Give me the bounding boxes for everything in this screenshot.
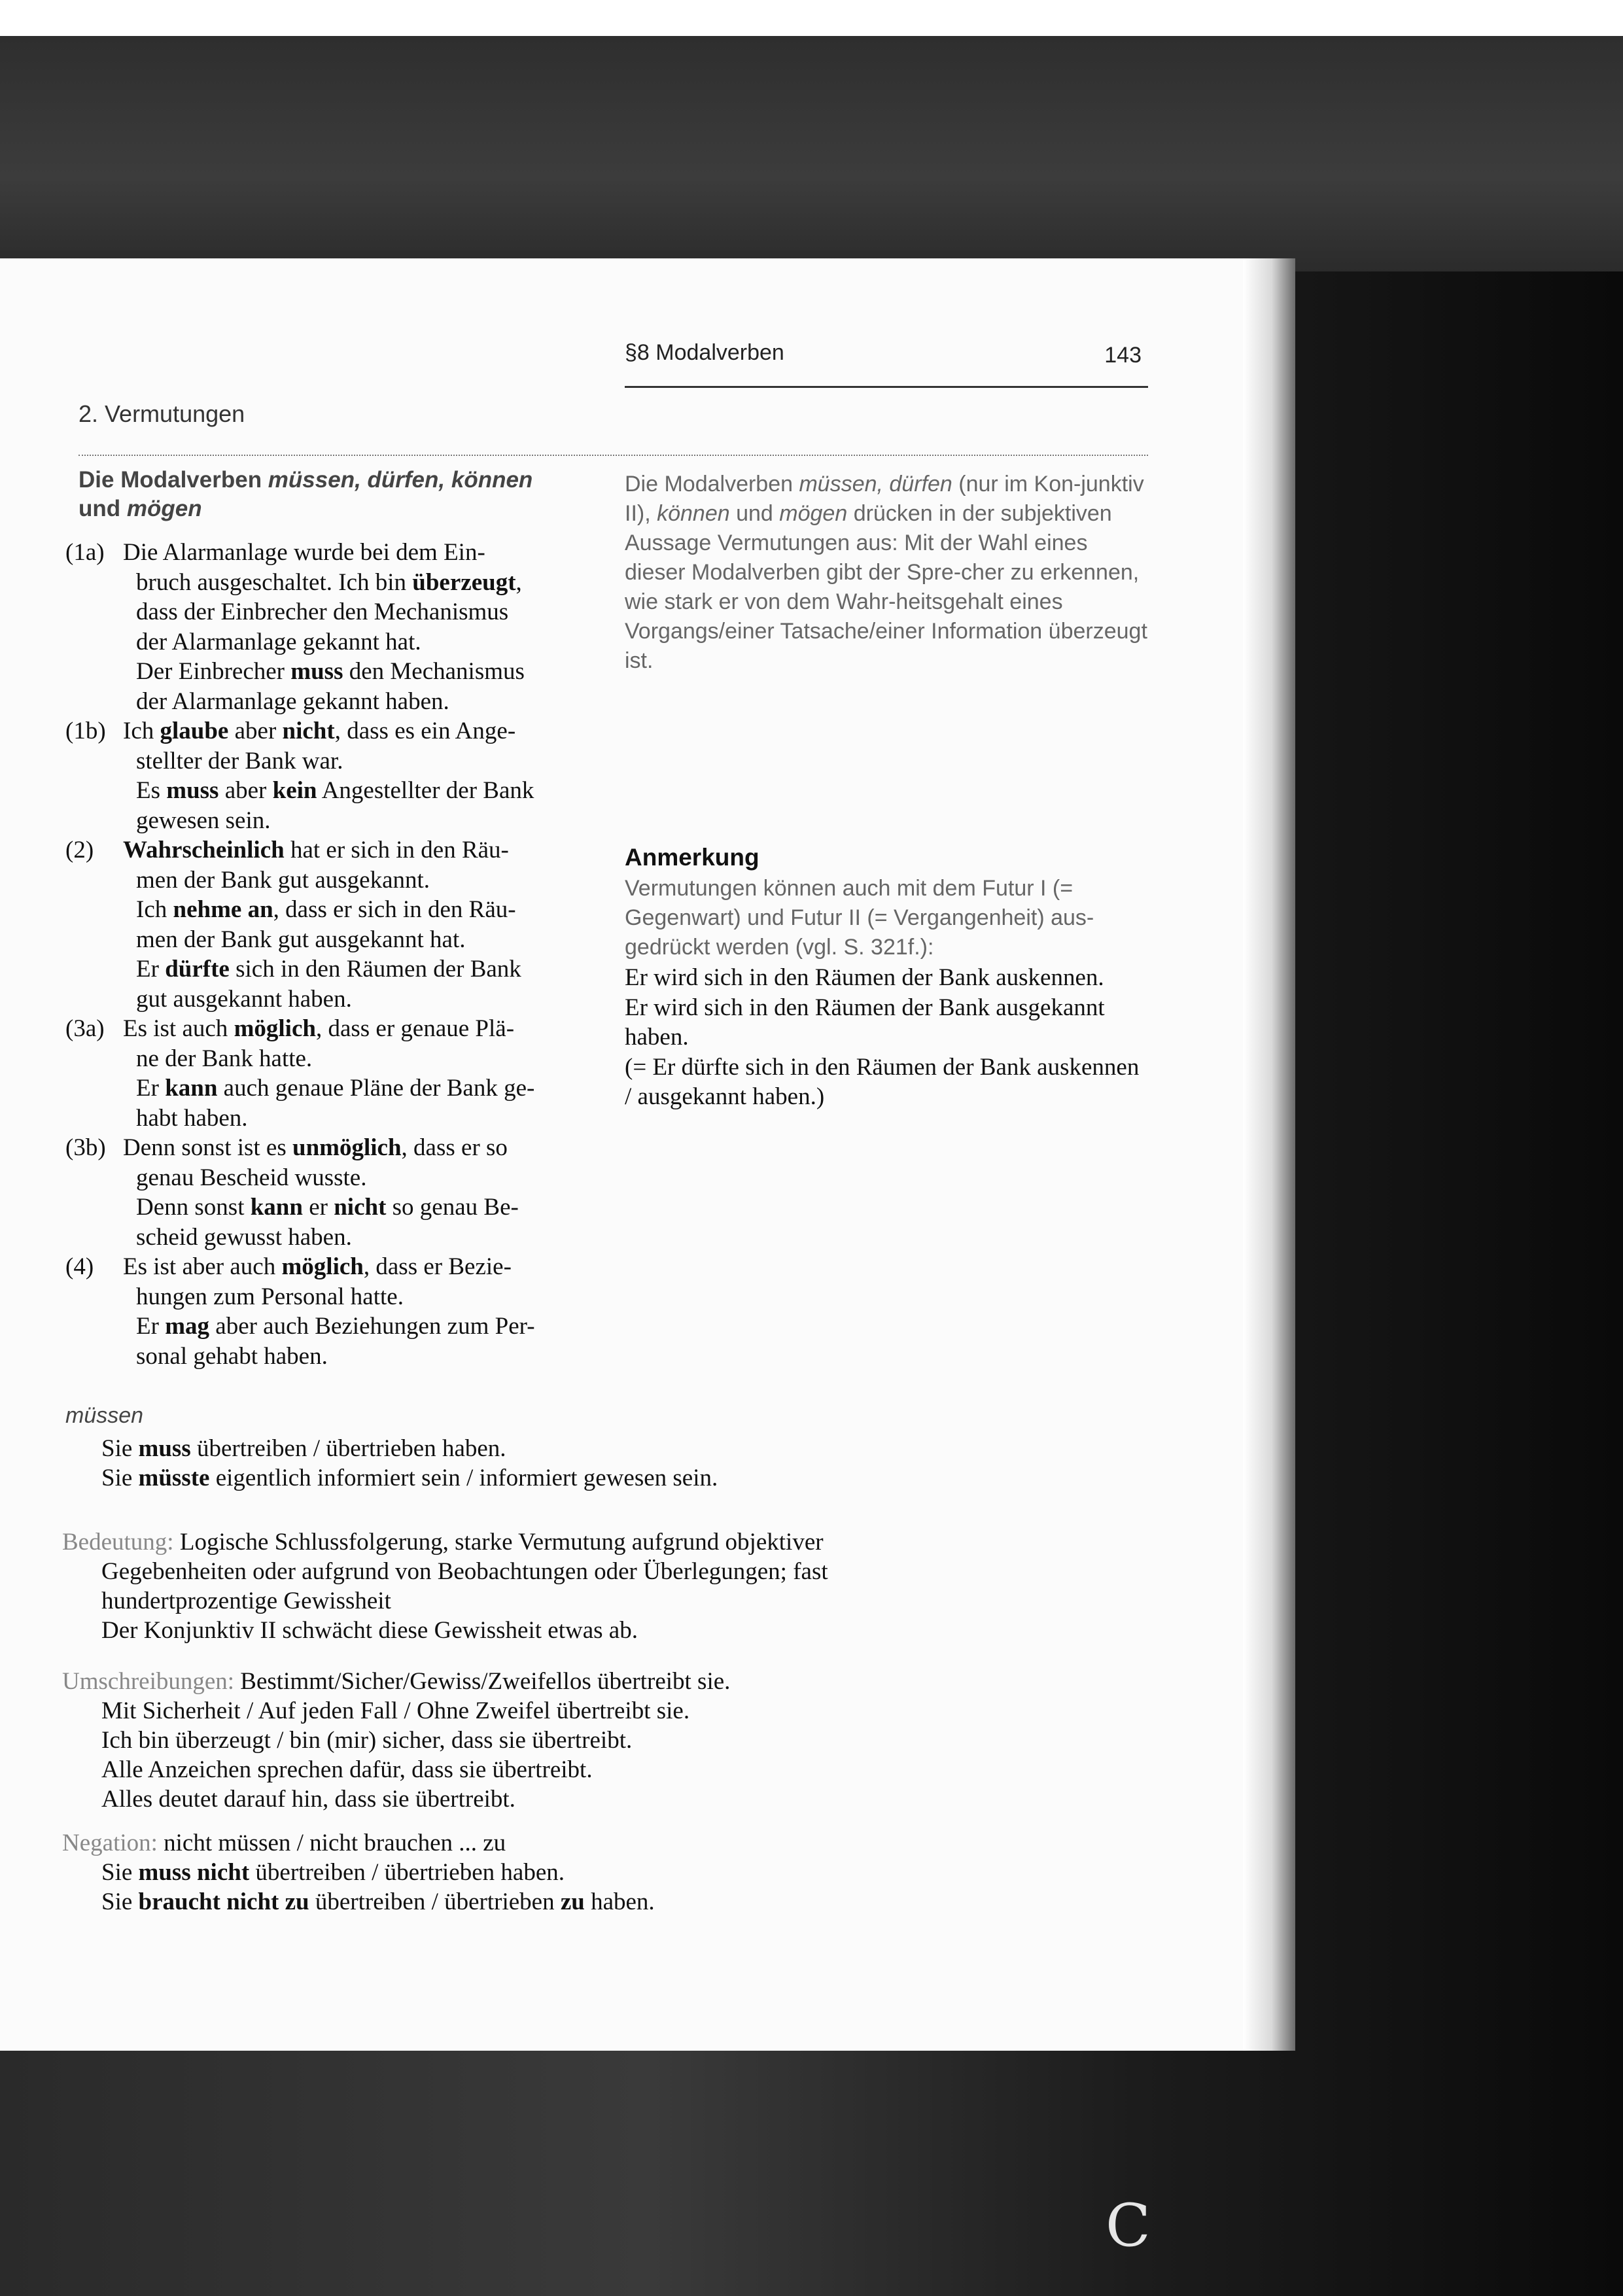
text-segment: den Mechanismus bbox=[343, 658, 525, 685]
text-line bbox=[123, 1104, 602, 1134]
text-segment: , dass er genaue Plä- bbox=[315, 1015, 515, 1042]
text-segment: , dass er Bezie- bbox=[363, 1253, 512, 1280]
intro-verb: müssen, dürfen bbox=[799, 472, 952, 496]
umschreibungen-line: Alle Anzeichen sprechen dafür, dass sie übertreibt. bbox=[101, 1756, 593, 1783]
text-segment: er bbox=[302, 1194, 334, 1221]
negation-first: nicht müssen / nicht brauchen ... zu bbox=[157, 1830, 506, 1856]
bold-term: dürfte bbox=[165, 956, 230, 983]
bold-term: überzeugt bbox=[412, 568, 516, 596]
text-line bbox=[123, 1223, 602, 1253]
intro-part: (nur im Kon-junktiv II), bbox=[625, 472, 1144, 526]
text-segment: Es bbox=[136, 777, 167, 804]
text-line bbox=[123, 597, 602, 627]
example-list bbox=[65, 538, 602, 1371]
text-segment: , dass er so bbox=[401, 1134, 508, 1161]
text-segment: hungen zum Personal hatte. bbox=[136, 1283, 404, 1310]
text-segment: übertreiben / übertrieben bbox=[309, 1888, 561, 1915]
bold-term: möglich bbox=[234, 1015, 316, 1042]
text-line bbox=[123, 1073, 602, 1104]
text-segment: Sie bbox=[101, 1435, 139, 1462]
text-line bbox=[62, 1434, 1109, 1463]
text-segment: stellter der Bank war. bbox=[136, 747, 343, 774]
text-segment: habt haben. bbox=[136, 1104, 248, 1132]
text-segment: gewesen sein. bbox=[136, 807, 271, 834]
text-segment: scheid gewusst haben. bbox=[136, 1223, 352, 1251]
text-line bbox=[123, 746, 602, 776]
text-line bbox=[123, 1163, 602, 1193]
text-segment: aber bbox=[218, 777, 273, 804]
bold-term: braucht nicht zu bbox=[138, 1888, 309, 1915]
negation-block bbox=[62, 1828, 1109, 1917]
text-segment: sich in den Räumen der Bank bbox=[229, 956, 521, 983]
bold-term: mag bbox=[165, 1313, 210, 1340]
example-item bbox=[65, 538, 602, 716]
text-line bbox=[123, 538, 602, 568]
text-line bbox=[123, 776, 602, 806]
text-line bbox=[123, 984, 602, 1015]
intro-part: Die Modalverben bbox=[625, 472, 799, 496]
header-title: §8 Modalverben bbox=[625, 340, 784, 365]
example-item bbox=[65, 716, 602, 835]
umschreibungen-line: Mit Sicherheit / Auf jeden Fall / Ohne Zweifel übertreibt sie. bbox=[101, 1697, 690, 1724]
umschreibungen-line: Ich bin überzeugt / bin (mir) sicher, dass sie übertreibt. bbox=[101, 1727, 633, 1754]
text-line bbox=[123, 954, 602, 984]
text-line bbox=[123, 1192, 602, 1223]
example-item bbox=[65, 1252, 602, 1371]
text-segment: haben. bbox=[584, 1888, 655, 1915]
left-column-heading bbox=[79, 466, 576, 523]
text-segment: so genau Be- bbox=[386, 1194, 519, 1221]
negation-examples bbox=[62, 1858, 1109, 1917]
section-divider bbox=[79, 455, 1148, 456]
bold-term: muss bbox=[290, 658, 343, 685]
text-line bbox=[123, 627, 602, 657]
text-segment: auch genaue Pläne der Bank ge- bbox=[217, 1075, 535, 1102]
bold-term: zu bbox=[560, 1888, 585, 1915]
bedeutung-line: hundertprozentige Gewissheit bbox=[101, 1588, 391, 1614]
text-segment: sonal gehabt haben. bbox=[136, 1342, 328, 1370]
heading-verb-moegen: mögen bbox=[126, 496, 202, 521]
bold-term: muss nicht bbox=[138, 1859, 250, 1886]
text-segment: gut ausgekannt haben. bbox=[136, 985, 352, 1013]
text-segment: Er bbox=[136, 956, 166, 983]
text-segment: , dass es ein Ange- bbox=[334, 718, 516, 744]
bold-term: glaube bbox=[160, 718, 229, 744]
bold-term: nicht bbox=[282, 718, 335, 744]
umschreibungen-line: Alles deutet darauf hin, dass sie übertreibt. bbox=[101, 1786, 515, 1813]
note-line: Er wird sich in den Räumen der Bank auskennen. bbox=[625, 964, 1104, 991]
note-text: Vermutungen können auch mit dem Futur I (= Gegenwart) und Futur II (= Vergangenheit) aus-gedrückt werden (vgl. S. 321f.): bbox=[625, 876, 1094, 960]
text-line bbox=[123, 835, 602, 865]
text-segment: übertreiben / übertrieben haben. bbox=[249, 1859, 565, 1886]
section-title: 2. Vermutungen bbox=[79, 400, 245, 427]
text-line bbox=[123, 1133, 602, 1163]
bold-term: kann bbox=[165, 1075, 218, 1102]
text-segment: übertreiben / übertrieben haben. bbox=[190, 1435, 506, 1462]
text-line bbox=[123, 1252, 602, 1282]
page-edge-shadow bbox=[1243, 258, 1295, 2051]
umschreibungen-block bbox=[62, 1667, 1109, 1814]
note-line: Er wird sich in den Räumen der Bank ausgekannt haben. bbox=[625, 994, 1105, 1051]
bedeutung-line: Der Konjunktiv II schwächt diese Gewissheit etwas ab. bbox=[101, 1617, 638, 1644]
text-segment: bruch ausgeschaltet. Ich bin bbox=[136, 568, 413, 596]
text-line bbox=[123, 1312, 602, 1342]
text-segment: Denn sonst bbox=[136, 1194, 251, 1221]
text-segment: Angestellter der Bank bbox=[317, 777, 534, 804]
bedeutung-first: Logische Schlussfolgerung, starke Vermutung aufgrund objektiver bbox=[173, 1529, 824, 1556]
text-segment: Denn sonst ist es bbox=[123, 1134, 292, 1161]
bold-term: muss bbox=[138, 1435, 191, 1462]
text-line bbox=[62, 1858, 1109, 1887]
text-line bbox=[123, 687, 602, 717]
bold-term: müsste bbox=[138, 1465, 210, 1491]
muessen-examples bbox=[62, 1434, 1109, 1493]
text-segment: , dass er sich in den Räu- bbox=[273, 896, 516, 923]
bold-term: kann bbox=[250, 1194, 303, 1221]
text-line bbox=[123, 1342, 602, 1372]
text-segment: Er bbox=[136, 1075, 166, 1102]
handwritten-mark: C bbox=[1106, 2191, 1151, 2260]
text-segment: Ich bbox=[136, 896, 173, 923]
text-segment: Er bbox=[136, 1313, 166, 1340]
heading-prefix: Die Modalverben bbox=[79, 467, 268, 493]
text-segment: der Alarmanlage gekannt haben. bbox=[136, 687, 449, 715]
umschreibungen-label: Umschreibungen: bbox=[62, 1668, 235, 1695]
text-line bbox=[123, 1014, 602, 1044]
bold-term: kein bbox=[272, 777, 317, 804]
example-number: (2) bbox=[65, 837, 94, 863]
text-line bbox=[62, 1887, 1109, 1917]
scan-top-shadow bbox=[0, 36, 1623, 271]
note-examples bbox=[625, 963, 1148, 1112]
text-line bbox=[123, 568, 602, 598]
text-segment: Sie bbox=[101, 1465, 139, 1491]
text-segment: ne der Bank hatte. bbox=[136, 1045, 313, 1072]
example-item bbox=[65, 1133, 602, 1252]
bedeutung-label: Bedeutung: bbox=[62, 1529, 174, 1556]
bold-term: muss bbox=[166, 777, 219, 804]
text-segment: aber auch Beziehungen zum Per- bbox=[209, 1313, 535, 1340]
heading-verbs: müssen, dürfen, können bbox=[268, 467, 533, 493]
text-line bbox=[62, 1463, 1109, 1493]
text-segment: dass der Einbrecher den Mechanismus bbox=[136, 599, 509, 625]
text-segment: Ich bbox=[123, 718, 160, 744]
bedeutung-line: Gegebenheiten oder aufgrund von Beobachtungen oder Überlegungen; fast bbox=[101, 1558, 828, 1585]
note-line: (= Er dürfte sich in den Räumen der Bank auskennen / ausgekannt haben.) bbox=[625, 1053, 1140, 1110]
text-segment: genau Bescheid wusste. bbox=[136, 1164, 367, 1191]
text-segment: eigentlich informiert sein / informiert gewesen sein. bbox=[209, 1465, 718, 1491]
example-number: (4) bbox=[65, 1253, 94, 1280]
example-item bbox=[65, 835, 602, 1014]
bold-term: nicht bbox=[334, 1194, 387, 1221]
text-segment: , bbox=[515, 568, 522, 596]
bedeutung-block bbox=[62, 1527, 1109, 1645]
text-segment: Sie bbox=[101, 1888, 139, 1915]
umschreibungen-first: Bestimmt/Sicher/Gewiss/Zweifellos übertreibt sie. bbox=[234, 1668, 731, 1695]
bold-term: möglich bbox=[281, 1253, 364, 1280]
bold-term: unmöglich bbox=[292, 1134, 402, 1161]
example-number: (1a) bbox=[65, 539, 105, 566]
intro-verb: mögen bbox=[779, 501, 848, 526]
running-header bbox=[625, 340, 1148, 388]
intro-part: und bbox=[729, 501, 780, 526]
text-segment: hat er sich in den Räu- bbox=[284, 837, 509, 863]
example-item bbox=[65, 1014, 602, 1133]
text-segment: Die Alarmanlage wurde bei dem Ein- bbox=[123, 539, 485, 566]
intro-verb: können bbox=[657, 501, 730, 526]
text-line bbox=[123, 716, 602, 746]
text-segment: men der Bank gut ausgekannt. bbox=[136, 866, 430, 894]
text-line bbox=[123, 865, 602, 896]
text-line bbox=[123, 1282, 602, 1312]
note-title: Anmerkung bbox=[625, 844, 759, 871]
muessen-label: müssen bbox=[65, 1403, 144, 1428]
page-number: 143 bbox=[1104, 343, 1142, 368]
text-line bbox=[123, 806, 602, 836]
bold-term: Wahrscheinlich bbox=[123, 837, 285, 863]
text-segment: Es ist aber auch bbox=[123, 1253, 282, 1280]
text-segment: men der Bank gut ausgekannt hat. bbox=[136, 926, 466, 953]
example-number: (3a) bbox=[65, 1015, 105, 1042]
text-segment: der Alarmanlage gekannt hat. bbox=[136, 628, 421, 655]
right-intro-text bbox=[625, 470, 1148, 676]
text-segment: Der Einbrecher bbox=[136, 658, 291, 685]
bold-term: nehme an bbox=[173, 896, 273, 923]
text-line bbox=[123, 1044, 602, 1074]
text-line bbox=[123, 925, 602, 955]
text-line bbox=[123, 895, 602, 925]
intro-part: drücken in der subjektiven Aussage Vermutungen aus: Mit der Wahl eines dieser Modalverben gibt der Spre-cher zu erkennen, wie stark er von dem Wahr-heitsgehalt eines Vorgangs/einer Tatsache/einer Information überzeugt ist. bbox=[625, 501, 1147, 673]
example-number: (1b) bbox=[65, 718, 106, 744]
text-line bbox=[123, 657, 602, 687]
text-segment: aber bbox=[228, 718, 283, 744]
text-segment: Es ist auch bbox=[123, 1015, 234, 1042]
heading-and: und bbox=[79, 496, 127, 521]
negation-label: Negation: bbox=[62, 1830, 158, 1856]
text-segment: Sie bbox=[101, 1859, 139, 1886]
example-number: (3b) bbox=[65, 1134, 106, 1161]
